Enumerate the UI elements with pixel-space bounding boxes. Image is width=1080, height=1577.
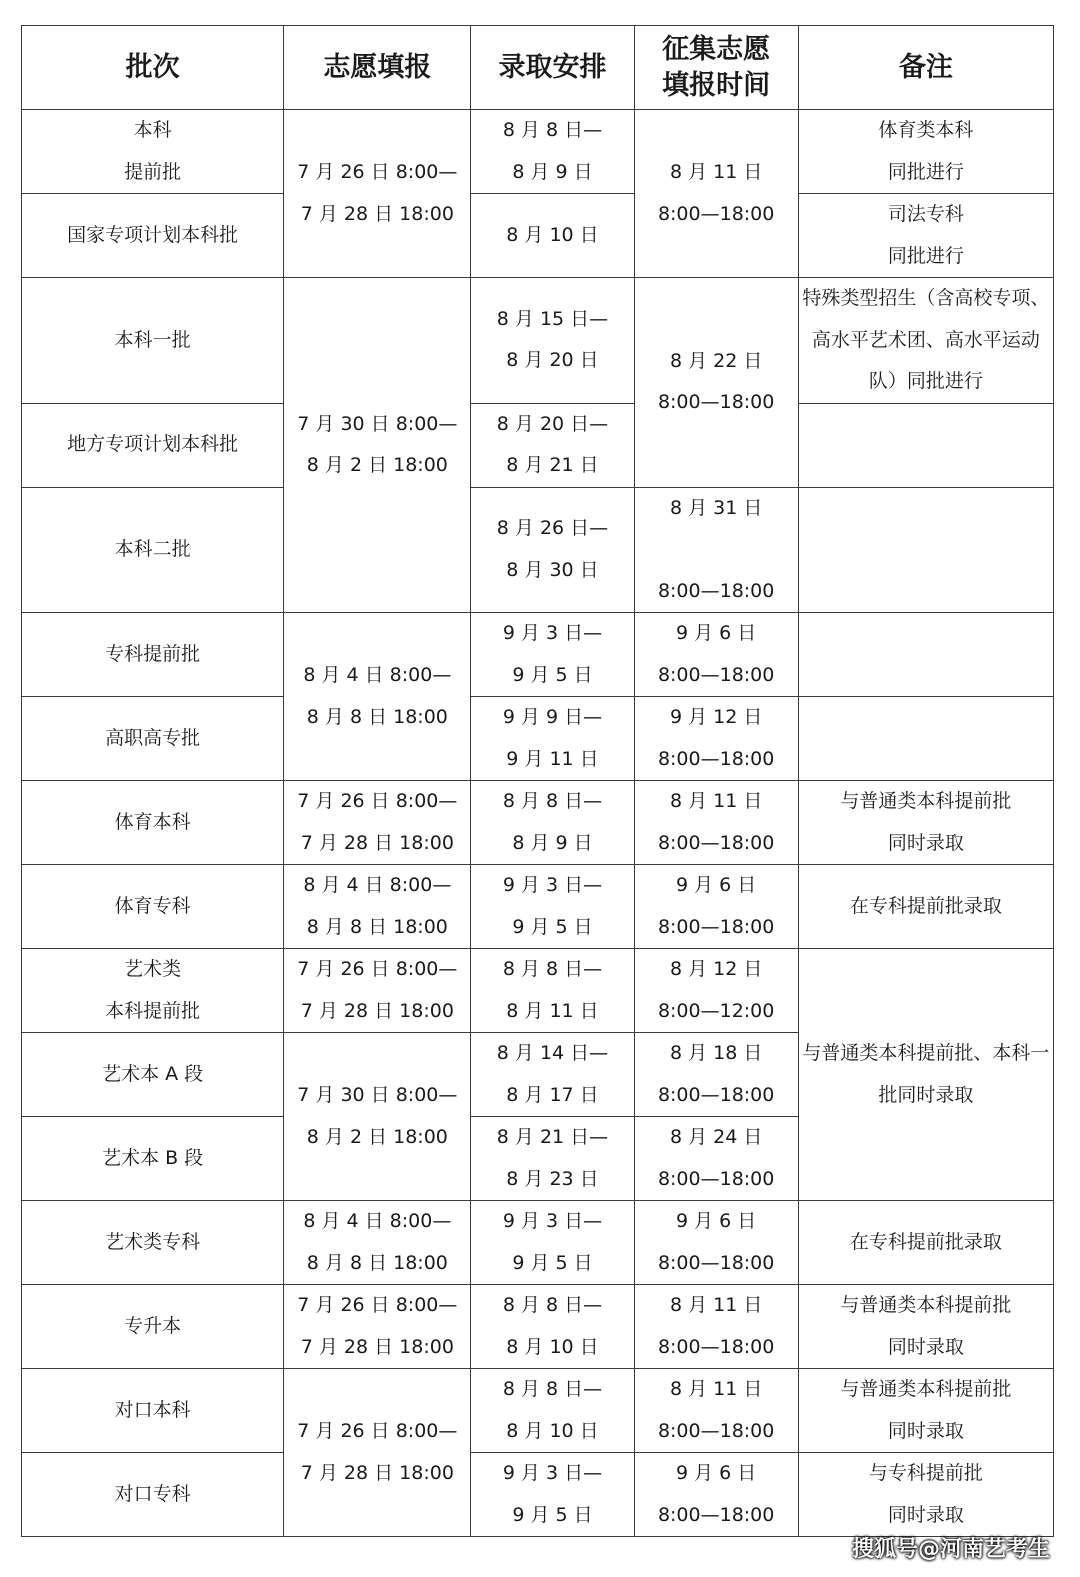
table-row bbox=[22, 487, 1054, 613]
table-row bbox=[22, 1201, 1054, 1285]
header-collect: 征集志愿 填报时间 bbox=[634, 26, 798, 110]
collect-cell: 8 月 22 日 8:00—18:00 bbox=[634, 278, 798, 488]
apply-cell: 7 月 26 日 8:00— 7 月 28 日 18:00 bbox=[284, 781, 471, 865]
admit-cell: 8 月 8 日— 8 月 9 日 bbox=[471, 781, 634, 865]
collect-cell: 8 月 31 日 8:00—18:00 bbox=[634, 487, 798, 613]
collect-cell: 9 月 12 日 8:00—18:00 bbox=[634, 697, 798, 781]
collect-cell: 9 月 6 日 8:00—18:00 bbox=[634, 1453, 798, 1537]
header-admit: 录取安排 bbox=[471, 26, 634, 110]
table-row bbox=[22, 194, 1054, 278]
note-cell: 在专科提前批录取 bbox=[798, 865, 1053, 949]
collect-cell: 8 月 24 日 8:00—18:00 bbox=[634, 1117, 798, 1201]
apply-cell: 7 月 30 日 8:00— 8 月 2 日 18:00 bbox=[284, 278, 471, 613]
collect-cell: 9 月 6 日 8:00—18:00 bbox=[634, 865, 798, 949]
admit-cell: 9 月 9 日— 9 月 11 日 bbox=[471, 697, 634, 781]
note-cell bbox=[798, 697, 1053, 781]
batch-cell: 本科一批 bbox=[22, 278, 284, 404]
admit-cell: 8 月 8 日— 8 月 10 日 bbox=[471, 1369, 634, 1453]
admit-cell: 8 月 26 日— 8 月 30 日 bbox=[471, 487, 634, 613]
batch-cell: 专升本 bbox=[22, 1285, 284, 1369]
batch-cell: 对口专科 bbox=[22, 1453, 284, 1537]
batch-cell: 体育专科 bbox=[22, 865, 284, 949]
note-cell: 与专科提前批 同时录取 bbox=[798, 1453, 1053, 1537]
note-cell: 特殊类型招生（含高校专项、 高水平艺术团、高水平运动 队）同批进行 bbox=[798, 278, 1053, 404]
batch-cell: 本科二批 bbox=[22, 487, 284, 613]
collect-cell: 8 月 18 日 8:00—18:00 bbox=[634, 1033, 798, 1117]
note-cell bbox=[798, 403, 1053, 487]
table-row bbox=[22, 949, 1054, 1033]
admit-cell: 8 月 8 日— 8 月 10 日 bbox=[471, 1285, 634, 1369]
apply-cell: 8 月 4 日 8:00— 8 月 8 日 18:00 bbox=[284, 865, 471, 949]
batch-cell: 本科 提前批 bbox=[22, 110, 284, 194]
collect-cell: 8 月 11 日 8:00—18:00 bbox=[634, 110, 798, 278]
header-batch: 批次 bbox=[22, 26, 284, 110]
table-row bbox=[22, 403, 1054, 487]
note-cell: 与普通类本科提前批 同时录取 bbox=[798, 1285, 1053, 1369]
table-row bbox=[22, 697, 1054, 781]
note-cell: 体育类本科 同批进行 bbox=[798, 110, 1053, 194]
batch-cell: 艺术本 B 段 bbox=[22, 1117, 284, 1201]
table-row bbox=[22, 110, 1054, 194]
admit-cell: 8 月 8 日— 8 月 9 日 bbox=[471, 110, 634, 194]
admit-cell: 8 月 14 日— 8 月 17 日 bbox=[471, 1033, 634, 1117]
collect-cell: 8 月 12 日 8:00—12:00 bbox=[634, 949, 798, 1033]
batch-cell: 专科提前批 bbox=[22, 613, 284, 697]
batch-cell: 高职高专批 bbox=[22, 697, 284, 781]
note-cell bbox=[798, 487, 1053, 613]
note-cell: 与普通类本科提前批 同时录取 bbox=[798, 1369, 1053, 1453]
collect-cell: 8 月 11 日 8:00—18:00 bbox=[634, 1285, 798, 1369]
apply-cell: 7 月 26 日 8:00— 7 月 28 日 18:00 bbox=[284, 1369, 471, 1537]
admit-cell: 9 月 3 日— 9 月 5 日 bbox=[471, 1453, 634, 1537]
apply-cell: 7 月 26 日 8:00— 7 月 28 日 18:00 bbox=[284, 110, 471, 278]
admission-schedule-table bbox=[21, 25, 1054, 1537]
admit-cell: 8 月 15 日— 8 月 20 日 bbox=[471, 278, 634, 404]
batch-cell: 艺术类 本科提前批 bbox=[22, 949, 284, 1033]
note-cell: 与普通类本科提前批 同时录取 bbox=[798, 781, 1053, 865]
batch-cell: 对口本科 bbox=[22, 1369, 284, 1453]
header-note: 备注 bbox=[798, 26, 1053, 110]
table-row bbox=[22, 781, 1054, 865]
admit-cell: 8 月 21 日— 8 月 23 日 bbox=[471, 1117, 634, 1201]
watermark: 搜狐号@河南艺考生 bbox=[851, 1537, 1050, 1562]
batch-cell: 体育本科 bbox=[22, 781, 284, 865]
apply-cell: 8 月 4 日 8:00— 8 月 8 日 18:00 bbox=[284, 1201, 471, 1285]
table-row bbox=[22, 1285, 1054, 1369]
admit-cell: 9 月 3 日— 9 月 5 日 bbox=[471, 865, 634, 949]
note-cell bbox=[798, 613, 1053, 697]
collect-cell: 9 月 6 日 8:00—18:00 bbox=[634, 1201, 798, 1285]
table-row bbox=[22, 1453, 1054, 1537]
note-cell: 在专科提前批录取 bbox=[798, 1201, 1053, 1285]
admit-cell: 8 月 20 日— 8 月 21 日 bbox=[471, 403, 634, 487]
admit-cell: 9 月 3 日— 9 月 5 日 bbox=[471, 613, 634, 697]
apply-cell: 7 月 26 日 8:00— 7 月 28 日 18:00 bbox=[284, 1285, 471, 1369]
note-cell: 司法专科 同批进行 bbox=[798, 194, 1053, 278]
table-row bbox=[22, 865, 1054, 949]
batch-cell: 国家专项计划本科批 bbox=[22, 194, 284, 278]
batch-cell: 艺术类专科 bbox=[22, 1201, 284, 1285]
collect-cell: 9 月 6 日 8:00—18:00 bbox=[634, 613, 798, 697]
header-apply: 志愿填报 bbox=[284, 26, 471, 110]
table-row bbox=[22, 613, 1054, 697]
header-row bbox=[22, 26, 1054, 110]
admit-cell: 8 月 8 日— 8 月 11 日 bbox=[471, 949, 634, 1033]
batch-cell: 艺术本 A 段 bbox=[22, 1033, 284, 1117]
collect-cell: 8 月 11 日 8:00—18:00 bbox=[634, 781, 798, 865]
collect-cell: 8 月 11 日 8:00—18:00 bbox=[634, 1369, 798, 1453]
apply-cell: 7 月 26 日 8:00— 7 月 28 日 18:00 bbox=[284, 949, 471, 1033]
apply-cell: 8 月 4 日 8:00— 8 月 8 日 18:00 bbox=[284, 613, 471, 781]
table-row bbox=[22, 278, 1054, 404]
note-cell: 与普通类本科提前批、本科一 批同时录取 bbox=[798, 949, 1053, 1201]
admit-cell: 8 月 10 日 bbox=[471, 194, 634, 278]
apply-cell: 7 月 30 日 8:00— 8 月 2 日 18:00 bbox=[284, 1033, 471, 1201]
table-row bbox=[22, 1369, 1054, 1453]
admit-cell: 9 月 3 日— 9 月 5 日 bbox=[471, 1201, 634, 1285]
batch-cell: 地方专项计划本科批 bbox=[22, 403, 284, 487]
